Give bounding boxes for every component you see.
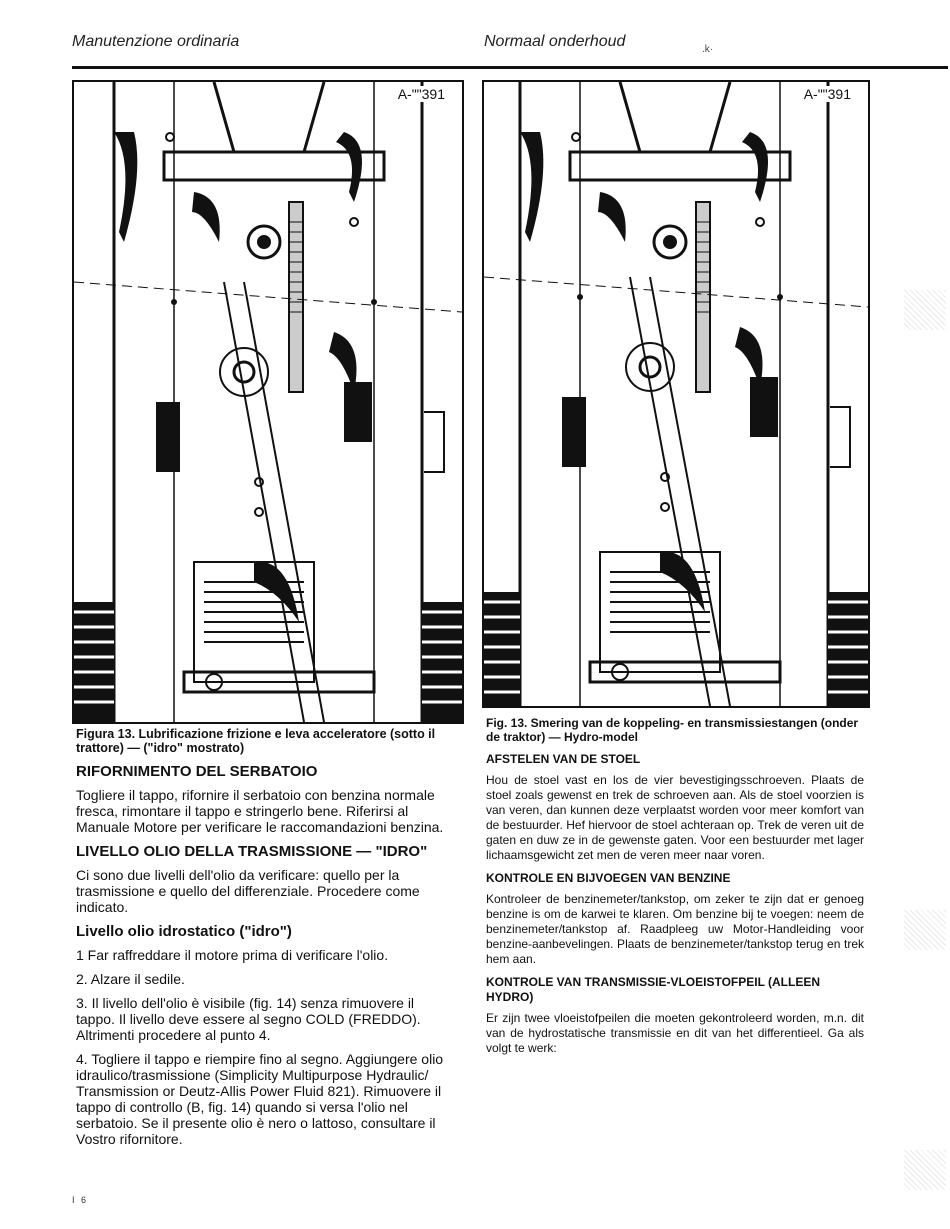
figure-code-left: A-""391 (395, 86, 448, 102)
header-left-title: Manutenzione ordinaria (72, 33, 240, 50)
section-paragraph: Er zijn twee vloeistofpeilen die moeten gekontroleerd worden, m.n. dit van de hydrostatische transmissie en dit van het differentieel. Ga als volgt te werk: (486, 1011, 864, 1055)
figure-13-illustration-right (482, 80, 870, 708)
scan-mark: .k· (702, 44, 714, 55)
section-heading: Livello olio idrostatico ("idro") (76, 923, 292, 940)
section-paragraph: Hou de stoel vast en los de vier bevestigingsschroeven. Plaats de stoel zoals gewenst en trek de schroeven aan. Als de stoel voorzien is van veren, dan kunnen deze verplaatst worden voor meer komfort van de bestuurder. Hef hiervoor de stoel achteraan op. Trek de veren uit de gaten en duw ze in de gewenste gaten. Voor een bestuurder met lager lichaamsgewicht zet men de veren meer naar voren. (486, 773, 864, 862)
left-column-italian (76, 727, 456, 1155)
step-item: 3. Il livello dell'olio è visibile (fig. 14) senza rimuovere il tappo. Il livello deve essere al segno COLD (FREDDO). Altrimenti procedere al punto 4. (76, 995, 421, 1043)
scan-noise (904, 290, 946, 330)
figure-caption-right: Fig. 13. Smering van de koppeling- en transmissiestangen (onder de traktor) — Hydro-model (486, 716, 859, 744)
header-rule (72, 66, 948, 69)
section-heading: RIFORNIMENTO DEL SERBATOIO (76, 763, 318, 780)
section-heading: LIVELLO OLIO DELLA TRASMISSIONE — "IDRO" (76, 843, 428, 860)
figure-code-right: A-""391 (801, 86, 854, 102)
section-heading: KONTROLE EN BIJVOEGEN VAN BENZINE (486, 871, 731, 885)
section-heading: KONTROLE VAN TRANSMISSIE-VLOEISTOFPEIL (ALLEEN HYDRO) (486, 975, 821, 1004)
scan-noise (904, 1150, 946, 1190)
scan-noise (904, 910, 946, 950)
step-item: 2. Alzare il sedile. (76, 971, 185, 987)
section-paragraph: Kontroleer de benzinemeter/tankstop, om zeker te zijn dat er genoeg benzine is om de karwei te klaren. Om benzine bij te voegen: neem de benzinemeter/tankstop af. Raadpleeg uw Motor-Handleiding voor benzine-aanbevelingen. Plaats de benzinemeter/tankstop terug en trek hem aan. (486, 892, 864, 966)
tractor-underside-drawing (484, 82, 868, 706)
step-item: 1 Far raffreddare il motore prima di verificare l'olio. (76, 947, 389, 963)
header-right-title: Normaal onderhoud (484, 33, 626, 50)
right-column-dutch (486, 716, 864, 1064)
section-heading: AFSTELEN VAN DE STOEL (486, 752, 641, 766)
section-paragraph: Ci sono due livelli dell'olio da verificare: quello per la trasmissione e quello del differenziale. Procedere come indicato. (76, 867, 420, 915)
figure-caption-left: Figura 13. Lubrificazione frizione e leva acceleratore (sotto il trattore) — ("idro" mostrato) (76, 727, 436, 755)
tractor-underside-drawing (74, 82, 462, 722)
page-number: I 6 (72, 1195, 89, 1205)
figure-13-illustration-left (72, 80, 464, 724)
step-item: 4. Togliere il tappo e riempire fino al segno. Aggiungere olio idraulico/trasmissione (Simplicity Multipurpose Hydraulic/ Transmission or Deutz-Allis Power Fluid 821). Rimuovere il tappo di controllo (B, fig. 14) quando si versa l'olio nel serbatoio. Se il presente olio è nero o lattoso, consultare il Vostro rifornitore. (76, 1051, 444, 1147)
section-paragraph: Togliere il tappo, rifornire il serbatoio con benzina normale fresca, rimontare il tappo e stringerlo bene. Riferirsi al Manuale Motore per verificare le raccomandazioni benzina. (76, 787, 444, 835)
